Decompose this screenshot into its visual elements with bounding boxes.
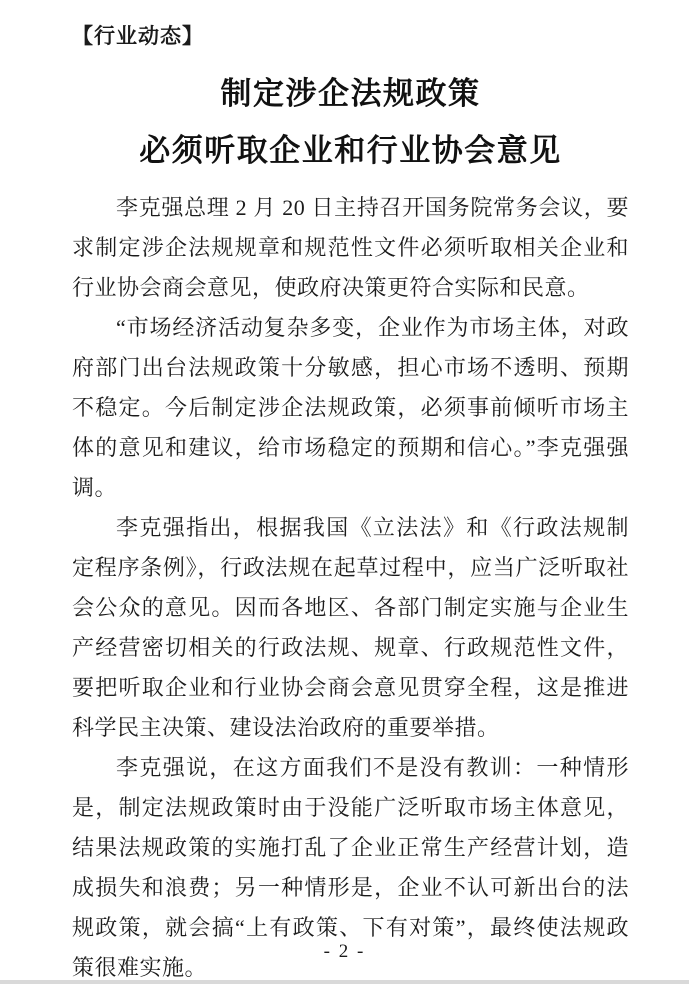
doc-title-line-2: 必须听取企业和行业协会意见	[139, 133, 562, 168]
page-bottom-rule	[0, 980, 689, 984]
doc-title-line-1: 制定涉企法规政策	[220, 76, 481, 111]
article-body	[72, 188, 629, 988]
section-tag: 【行业动态】	[72, 25, 204, 48]
paragraph-2: “市场经济活动复杂多变，企业作为市场主体，对政府部门出台法规政策十分敏感，担心市场不透明、预期不稳定。今后制定涉企法规政策，必须事前倾听市场主体的意见和建议，给市场稳定的预期和信心。”李克强强调。	[72, 315, 629, 500]
paragraph-3: 李克强指出，根据我国《立法法》和《行政法规制定程序条例》，行政法规在起草过程中，应当广泛听取社会公众的意见。因而各地区、各部门制定实施与企业生产经营密切相关的行政法规、规章、行政规范性文件，要把听取企业和行业协会商会意见贯穿全程，这是推进科学民主决策、建设法治政府的重要举措。	[72, 515, 629, 740]
paragraph-1: 李克强总理 2 月 20 日主持召开国务院常务会议，要求制定涉企法规规章和规范性文件必须听取相关企业和行业协会商会意见，使政府决策更符合实际和民意。	[72, 195, 629, 300]
page-number: - 2 -	[323, 941, 366, 962]
page-footer	[0, 940, 689, 964]
paragraph-4: 李克强说，在这方面我们不是没有教训：一种情形是，制定法规政策时由于没能广泛听取市场主体意见，结果法规政策的实施打乱了企业正常生产经营计划，造成损失和浪费；另一种情形是，企业不认可新出台的法规政策，就会搞“上有政策、下有对策”，最终使法规政策很难实施。	[72, 755, 629, 980]
